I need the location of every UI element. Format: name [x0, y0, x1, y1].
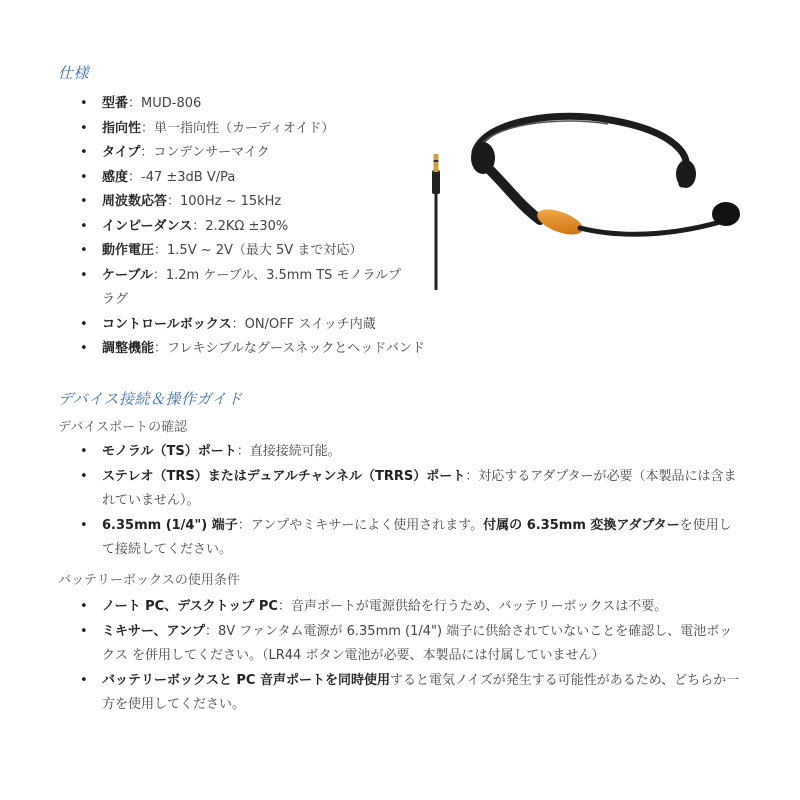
port-list	[80, 440, 740, 563]
port-key: モノラル（TS）ポート	[102, 444, 237, 459]
spec-value: ：100Hz ~ 15kHz	[167, 194, 282, 209]
spec-value: ：コンデンサーマイク	[140, 145, 270, 160]
battery-key: ノート PC、デスクトップ PC	[102, 599, 278, 614]
spec-item	[80, 313, 480, 338]
spec-heading: 仕様	[58, 64, 90, 82]
bullet-icon: •	[80, 444, 88, 459]
spec-key: 感度	[102, 169, 129, 185]
bullet-icon: •	[80, 341, 88, 356]
battery-item	[80, 620, 740, 669]
battery-subheading: バッテリーボックスの使用条件	[58, 573, 240, 588]
bullet-icon: •	[80, 672, 88, 688]
battery-value: ：8V ファンタム電源が 6.35mm (1/4") 端子に供給されていないことを確認し、電池ボックス を併用してください。（LR44 ボタン電池が必要、本製品には付属していません）	[102, 623, 733, 663]
bullet-icon: •	[80, 623, 88, 639]
bullet-icon: •	[80, 243, 88, 258]
port-item	[80, 514, 740, 563]
spec-value: ：ON/OFF スイッチ内蔵	[231, 316, 376, 332]
spec-key: コントロールボックス	[102, 316, 232, 332]
spec-key: 指向性	[102, 120, 142, 136]
spec-key: 周波数応答	[102, 194, 168, 209]
port-value-2: を使用して接続してください。	[102, 517, 732, 557]
spec-key: タイプ	[102, 145, 141, 160]
port-item	[80, 465, 740, 514]
spec-key: 調整機能	[102, 341, 155, 356]
bullet-icon: •	[80, 599, 88, 614]
spec-value: ：1.5V ~ 2V（最大 5V まで対応）	[154, 243, 363, 258]
spec-value: ：単一指向性（カーディオイド）	[141, 120, 335, 136]
spec-key: インピーダンス	[102, 218, 193, 234]
port-key: ステレオ（TRS）またはデュアルチャンネル（TRRS）ポート	[102, 468, 466, 484]
spec-value: ：MUD-806	[128, 96, 202, 111]
battery-list	[80, 595, 740, 718]
bullet-icon: •	[80, 145, 88, 160]
spec-value: ：2.2KΩ ±30%	[192, 218, 289, 234]
headset-microphone-image	[420, 110, 760, 300]
spec-item	[80, 337, 480, 362]
battery-item	[80, 595, 740, 620]
battery-key: バッテリーボックスと PC 音声ポートを同時使用	[102, 672, 390, 688]
bullet-icon: •	[80, 96, 88, 111]
port-item	[80, 440, 740, 465]
spec-value: ：-47 ±3dB V/Pa	[128, 169, 236, 185]
battery-value: ：音声ポートが電源供給を行うため、バッテリーボックスは不要。	[277, 599, 668, 614]
guide-heading: デバイス接続＆操作ガイド	[58, 390, 243, 408]
battery-key: ミキサー、アンプ	[102, 623, 205, 639]
bullet-icon: •	[80, 267, 88, 283]
bullet-icon: •	[80, 517, 88, 533]
spec-item	[80, 264, 402, 313]
port-value: ：対応するアダプターが必要（本製品には含まれていません）。	[102, 468, 737, 508]
port-value: ：直接接続可能。	[236, 444, 341, 459]
bullet-icon: •	[80, 120, 88, 136]
port-value: ：アンプやミキサーによく使用されます。	[237, 517, 484, 533]
spec-value: ：1.2m ケーブル、3.5mm TS モノラルプラグ	[102, 267, 402, 307]
bullet-icon: •	[80, 169, 88, 185]
port-key: 6.35mm (1/4") 端子	[102, 517, 238, 533]
port-subheading: デバイスポートの確認	[58, 420, 188, 435]
bullet-icon: •	[80, 218, 88, 234]
port-key-2: 付属の 6.35mm 変換アダプター	[483, 517, 680, 533]
bullet-icon: •	[80, 468, 88, 484]
spec-value: ：フレキシブルなグースネックとヘッドバンド	[154, 341, 425, 356]
spec-key: 動作電圧	[102, 243, 155, 258]
spec-key: 型番	[102, 96, 129, 111]
bullet-icon: •	[80, 316, 88, 332]
bullet-icon: •	[80, 194, 88, 209]
battery-value: すると電気ノイズが発生する可能性があるため、どちらか一方を使用してください。	[102, 672, 740, 712]
battery-item	[80, 669, 740, 718]
spec-key: ケーブル	[102, 267, 153, 283]
